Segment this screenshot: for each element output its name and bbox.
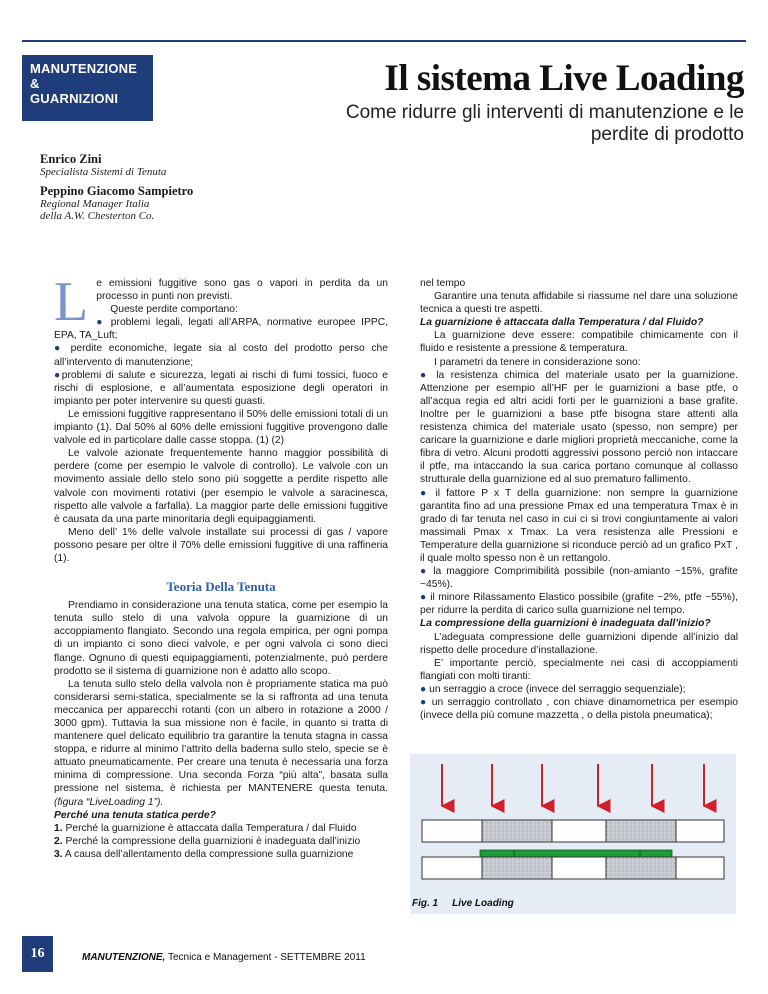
bullet-icon: ● xyxy=(420,566,429,578)
page-number: 16 xyxy=(22,936,53,972)
section-label-line: MANUTENZIONE xyxy=(30,61,138,76)
article-title: Il sistema Live Loading xyxy=(384,58,744,99)
left-column xyxy=(54,271,388,861)
subheading: La compressione della guarnizioni è inadeguata dall’inizio? xyxy=(420,618,711,630)
bullet-icon: ● xyxy=(420,592,427,604)
gasket xyxy=(480,850,672,857)
bullet-item: ● problemi legali, legati all’ARPA, normative europee IPPC, EPA, TA_Luft; xyxy=(54,317,388,342)
paragraph: Le valvole azionate frequentemente hanno maggior possibilità di perdere (come per esempio le valvole di controllo). Le valvole con un movimento assiale dello stelo sono più soggette a perdite rispetto alle valvole con movimenti rotativi (per esempio le valvole a saracinesca, rispetto alle valvole a farfalla). La maggior parte delle emissioni fuggitive è causata da una parte minoritaria degli equipaggiamenti. xyxy=(54,448,388,525)
author-name: Peppino Giacomo Sampietro xyxy=(40,184,194,198)
paragraph: La tenuta sullo stelo della valvola non è propriamente statica ma può considerarsi semi-statica, specialmente se la si raffronta ad una tenuta meccanica per apparecchi rotanti (con un albero in rotazione a 2000 / 3000 gpm). Tuttavia la sua missione non è facile, in quanto si tratta di mantenere quel delicato equilibrio tra garantire la tenuta stagna in cassa stoppa, e ridurre al minimo l’attrito della baderna sullo stelo, specie se è attuato pneumaticamente. Per creare una tenuta è necessaria una forza minima di compressione. Una seconda Forza “più alta”, basata sulla pressione nel sistema, è richiesta per MANTENERE questa tenuta. (figura “LiveLoading 1”). xyxy=(54,678,388,808)
paragraph: Le emissioni fuggitive rappresentano il 50% delle emissioni totali di un impianto (1). Dal 50% al 60% delle emissioni fuggitive provengono dalle valvole ed in particolare dalle casse stoppa. (1) (2) xyxy=(54,408,388,447)
subheading: La guarnizione è attaccata dalla Temperatura / dal Fluido? xyxy=(420,317,704,329)
bullet-icon: ● xyxy=(420,487,430,499)
author-role: Specialista Sistemi di Tenuta xyxy=(40,166,167,178)
subheading: Perché una tenuta statica perde? xyxy=(54,809,216,821)
header-rule xyxy=(22,40,746,42)
paragraph: Queste perdite comportano: xyxy=(110,304,238,316)
drop-cap: L xyxy=(54,271,89,333)
hatched-section xyxy=(482,820,552,842)
paragraph: Prendiamo in considerazione una tenuta statica, come per esempio la tenuta sullo stelo di una valvola oppure la guarnizione di un accoppiamento flangiato. Secondo una regola empirica, per ogni pompa di un impianto ci sono dieci valvole, e per ogni valvola ci sono dieci flange. Ognuno di questi equipaggiamenti, potenzialmente, può perdere prodotto se il sistema di guarnizione non è adatto allo scopo. xyxy=(54,600,388,677)
bullet-icon: ● xyxy=(420,369,430,381)
numbered-item: 3. A causa dell’allentamento della compressione sulla guarnizione xyxy=(54,848,354,860)
paragraph: I parametri da tenere in considerazione sono: xyxy=(434,356,641,368)
paragraph: nel tempo xyxy=(420,278,466,289)
intro-text: e emissioni fuggitive sono gas o vapori in perdita da un processo in punti non previsti. xyxy=(96,278,388,303)
section-label xyxy=(22,55,153,121)
author-name: Enrico Zini xyxy=(40,152,102,166)
footer-magazine: MANUTENZIONE, xyxy=(82,952,166,963)
numbered-item: 2. Perché la compressione della guarnizioni è inadeguata dall’inizio xyxy=(54,835,361,847)
section-label-line: GUARNIZIONI xyxy=(30,91,119,106)
hatched-section xyxy=(482,857,552,879)
bullet-item: ● un serraggio a croce (invece del serraggio sequenziale); xyxy=(420,683,686,695)
load-arrows xyxy=(442,764,704,806)
bullet-icon: ● xyxy=(54,343,64,355)
page-footer xyxy=(82,952,366,963)
article-subtitle: Come ridurre gli interventi di manutenzione e le perdite di prodotto xyxy=(345,102,744,145)
author-role: Regional Manager Italia xyxy=(40,198,150,210)
authors-block xyxy=(40,152,193,222)
lower-flange xyxy=(422,857,724,879)
figure-reference: (figura “LiveLoading 1”). xyxy=(54,796,164,808)
figure-title: Live Loading xyxy=(452,898,514,909)
hatched-section xyxy=(606,857,676,879)
paragraph: E’ importante perciò, specialmente nei casi di accoppiamenti flangiati con molti tiranti: xyxy=(420,657,738,682)
hatched-section xyxy=(606,820,676,842)
footer-text: Tecnica e Management - SETTEMBRE 2011 xyxy=(167,952,366,963)
bullet-item: ● un serraggio controllato , con chiave dinamometrica per esempio (invece della più comune mazzetta , o della pistola pneumatica); xyxy=(420,697,738,722)
flange-diagram xyxy=(410,754,736,914)
figure-label: Fig. 1 xyxy=(412,898,439,909)
bullet-item: ● il minore Rilassamento Elastico possibile (grafite ~2%, ptfe ~55%), per ridurre la perdita di carico sulla guarnizione nel tempo. xyxy=(420,592,738,617)
author-role: della A.W. Chesterton Co. xyxy=(40,210,155,222)
bullet-icon: ● xyxy=(54,369,62,381)
figure-caption xyxy=(412,898,528,909)
section-heading: Teoria Della Tenuta xyxy=(166,579,276,595)
numbered-item: 1. Perché la guarnizione è attaccata dalla Temperatura / dal Fluido xyxy=(54,822,357,834)
bullet-icon: ● xyxy=(420,697,428,708)
paragraph: La guarnizione deve essere: compatibile chimicamente con il fluido e resistente a pressione & temperatura. xyxy=(420,330,738,355)
paragraph: L’adeguata compressione delle guarnizioni dipende all’inizio dal rispetto delle procedure d’installazione. xyxy=(420,631,738,656)
paragraph: Garantire una tenuta affidabile si riassume nel dare una soluzione tecnica a questi tre aspetti. xyxy=(420,291,738,316)
paragraph: Meno dell’ 1% delle valvole installate sui processi di gas / vapore possono pesare per oltre il 70% delle emissioni fuggitive di una raffineria (1). xyxy=(54,526,388,564)
upper-flange xyxy=(422,820,724,842)
bullet-item: ● il fattore P x T della guarnizione: non sempre la guarnizione garantita fino ad una pressione Pmax ed una temperatura Tmax è in grado di far tenuta nel caso in cui ci si trovi congiuntamente ai valori massimali Pmax x Tmax. La vera resistenza alle Pressioni e Temperature della guarnizione si riconduce perciò ad un grafico PxT , il quale molto spesso non è un rettangolo. xyxy=(420,487,738,564)
bullet-item: ●problemi di salute e sicurezza, legati ai rischi di fumi tossici, fuoco e rischi di esplosione, e all’aumentata esposizione degli operatori in impianto per poter intervenire su questi guasti. xyxy=(54,369,388,407)
bullet-item: ● la maggiore Comprimibilità possibile (non-amianto ~15%, grafite ~45%). xyxy=(420,566,738,591)
bullet-icon: ● xyxy=(420,683,427,695)
bullet-item: ● perdite economiche, legate sia al costo del prodotto perso che all’intervento di manutenzione; xyxy=(54,343,388,368)
bullet-item: ● la resistenza chimica del materiale usato per la guarnizione. Attenzione per esempio all’HF per le guarnizioni a base ptfe, o all’acqua regia ed altri acidi forti per le guarnizioni a base grafite. Inoltre per le guarnizioni a base ptfe bisogna stare attenti alla resistenza chimica del materiale usato (spesso, non sempre) per caricare la guarnizione e darle migliori proprietà meccaniche, come la fibra di vetro. Alcuni prodotti aggressivi possono perciò non intaccare il ptfe, ma intaccando la sua carica portano comunque al collasso strutturale della guarnizione ed al suo prematuro fallimento. xyxy=(420,369,738,486)
section-label-line: & xyxy=(30,76,40,91)
bullet-icon: ● xyxy=(96,317,106,329)
right-column xyxy=(420,277,738,722)
figure-live-loading xyxy=(410,754,736,914)
